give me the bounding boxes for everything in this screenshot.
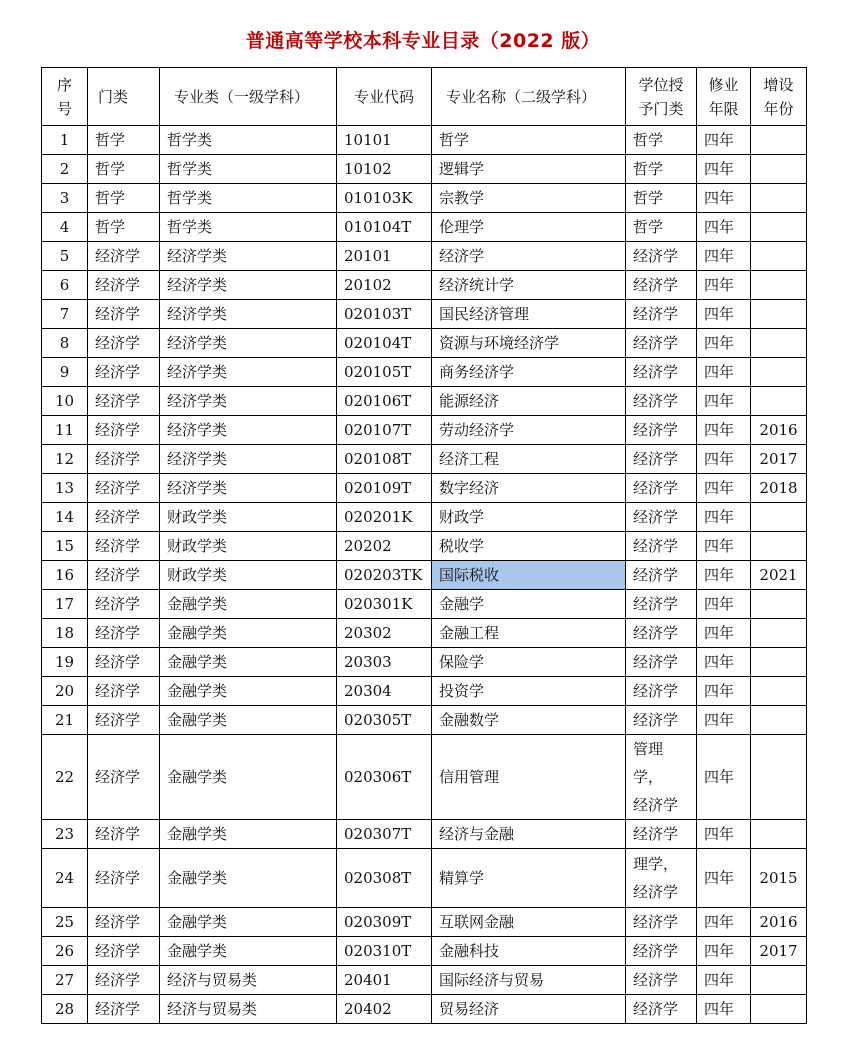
cell-seq: 25: [42, 908, 88, 937]
table-row: [42, 561, 807, 590]
cell-major-name: 资源与环境经济学: [432, 329, 626, 358]
cell-category: 经济学: [88, 416, 160, 445]
cell-added: 2015: [751, 849, 807, 908]
cell-years: 四年: [697, 503, 751, 532]
cell-category: 经济学: [88, 242, 160, 271]
cell-years: 四年: [697, 474, 751, 503]
cell-major-name: 经济统计学: [432, 271, 626, 300]
cell-major-name: 财政学: [432, 503, 626, 532]
cell-years: 四年: [697, 849, 751, 908]
cell-degree: 经济学: [626, 300, 697, 329]
cell-years: 四年: [697, 995, 751, 1024]
cell-seq: 2: [42, 155, 88, 184]
cell-major-name: 商务经济学: [432, 358, 626, 387]
cell-seq: 23: [42, 820, 88, 849]
cell-class: 哲学类: [160, 126, 337, 155]
cell-seq: 9: [42, 358, 88, 387]
cell-added: 2018: [751, 474, 807, 503]
cell-years: 四年: [697, 561, 751, 590]
cell-code: 020107T: [337, 416, 432, 445]
header-years: 修业 年限: [697, 68, 751, 126]
cell-degree: 经济学: [626, 416, 697, 445]
table-row: [42, 849, 807, 908]
cell-category: 经济学: [88, 619, 160, 648]
cell-code: 010103K: [337, 184, 432, 213]
cell-degree: 经济学: [626, 677, 697, 706]
cell-code: 020310T: [337, 937, 432, 966]
cell-seq: 16: [42, 561, 88, 590]
cell-code: 020103T: [337, 300, 432, 329]
cell-code: 020104T: [337, 329, 432, 358]
cell-degree: 经济学: [626, 474, 697, 503]
cell-degree: 经济学: [626, 445, 697, 474]
cell-major-name: 保险学: [432, 648, 626, 677]
cell-degree: 经济学: [626, 706, 697, 735]
cell-added: [751, 590, 807, 619]
cell-years: 四年: [697, 242, 751, 271]
cell-code: 010104T: [337, 213, 432, 242]
cell-code: 10102: [337, 155, 432, 184]
cell-class: 经济学类: [160, 445, 337, 474]
cell-seq: 6: [42, 271, 88, 300]
table-row: [42, 329, 807, 358]
header-code: 专业代码: [337, 68, 432, 126]
cell-class: 经济与贸易类: [160, 966, 337, 995]
cell-years: 四年: [697, 184, 751, 213]
cell-major-name: 伦理学: [432, 213, 626, 242]
cell-years: 四年: [697, 416, 751, 445]
cell-added: 2017: [751, 937, 807, 966]
cell-code: 020301K: [337, 590, 432, 619]
cell-seq: 11: [42, 416, 88, 445]
cell-seq: 18: [42, 619, 88, 648]
cell-seq: 26: [42, 937, 88, 966]
cell-code: 20304: [337, 677, 432, 706]
cell-seq: 28: [42, 995, 88, 1024]
cell-years: 四年: [697, 590, 751, 619]
cell-category: 经济学: [88, 908, 160, 937]
cell-category: 经济学: [88, 706, 160, 735]
cell-category: 经济学: [88, 503, 160, 532]
cell-seq: 1: [42, 126, 88, 155]
cell-class: 财政学类: [160, 561, 337, 590]
cell-code: 20102: [337, 271, 432, 300]
cell-degree: 经济学: [626, 242, 697, 271]
cell-seq: 12: [42, 445, 88, 474]
cell-degree: 经济学: [626, 358, 697, 387]
cell-added: 2021: [751, 561, 807, 590]
cell-category: 哲学: [88, 155, 160, 184]
cell-category: 哲学: [88, 184, 160, 213]
cell-category: 经济学: [88, 966, 160, 995]
cell-class: 金融学类: [160, 908, 337, 937]
table-row: [42, 706, 807, 735]
cell-class: 金融学类: [160, 590, 337, 619]
cell-seq: 5: [42, 242, 88, 271]
cell-seq: 14: [42, 503, 88, 532]
cell-major-name: 贸易经济: [432, 995, 626, 1024]
cell-code: 10101: [337, 126, 432, 155]
cell-class: 财政学类: [160, 503, 337, 532]
table-row: [42, 937, 807, 966]
cell-class: 经济学类: [160, 474, 337, 503]
table-row: [42, 184, 807, 213]
cell-added: [751, 677, 807, 706]
cell-major-name: 数字经济: [432, 474, 626, 503]
cell-years: 四年: [697, 387, 751, 416]
table-row: [42, 503, 807, 532]
cell-code: 20401: [337, 966, 432, 995]
cell-major-name: 金融学: [432, 590, 626, 619]
cell-added: [751, 387, 807, 416]
cell-class: 金融学类: [160, 677, 337, 706]
cell-class: 经济学类: [160, 300, 337, 329]
table-header-row: [42, 68, 807, 126]
cell-added: [751, 155, 807, 184]
cell-years: 四年: [697, 937, 751, 966]
cell-class: 哲学类: [160, 155, 337, 184]
cell-added: [751, 820, 807, 849]
cell-years: 四年: [697, 445, 751, 474]
table-row: [42, 820, 807, 849]
table-row: [42, 735, 807, 820]
cell-category: 经济学: [88, 648, 160, 677]
cell-major-name: 投资学: [432, 677, 626, 706]
cell-class: 哲学类: [160, 184, 337, 213]
cell-degree: 经济学: [626, 619, 697, 648]
cell-added: 2017: [751, 445, 807, 474]
cell-major-name: 经济与金融: [432, 820, 626, 849]
cell-seq: 13: [42, 474, 88, 503]
cell-years: 四年: [697, 358, 751, 387]
cell-code: 20101: [337, 242, 432, 271]
cell-major-name: 金融工程: [432, 619, 626, 648]
cell-class: 经济学类: [160, 271, 337, 300]
cell-years: 四年: [697, 329, 751, 358]
cell-category: 经济学: [88, 677, 160, 706]
cell-seq: 10: [42, 387, 88, 416]
cell-code: 020305T: [337, 706, 432, 735]
cell-category: 经济学: [88, 590, 160, 619]
cell-major-name: 国民经济管理: [432, 300, 626, 329]
table-row: [42, 908, 807, 937]
cell-major-name: 劳动经济学: [432, 416, 626, 445]
cell-code: 020203TK: [337, 561, 432, 590]
table-row: [42, 590, 807, 619]
cell-seq: 15: [42, 532, 88, 561]
cell-category: 经济学: [88, 474, 160, 503]
cell-added: [751, 184, 807, 213]
cell-added: [751, 648, 807, 677]
cell-category: 经济学: [88, 532, 160, 561]
cell-years: 四年: [697, 126, 751, 155]
cell-class: 经济学类: [160, 329, 337, 358]
table-row: [42, 474, 807, 503]
table-row: [42, 358, 807, 387]
header-class: 专业类（一级学科）: [160, 68, 337, 126]
header-added: 增设 年份: [751, 68, 807, 126]
cell-years: 四年: [697, 213, 751, 242]
cell-added: [751, 358, 807, 387]
cell-class: 哲学类: [160, 213, 337, 242]
cell-major-name: 经济工程: [432, 445, 626, 474]
cell-years: 四年: [697, 735, 751, 820]
table-row: [42, 648, 807, 677]
cell-added: [751, 619, 807, 648]
cell-category: 经济学: [88, 995, 160, 1024]
cell-category: 经济学: [88, 849, 160, 908]
table-row: [42, 416, 807, 445]
cell-seq: 4: [42, 213, 88, 242]
cell-added: [751, 503, 807, 532]
cell-added: [751, 213, 807, 242]
cell-major-name: 逻辑学: [432, 155, 626, 184]
cell-class: 金融学类: [160, 735, 337, 820]
cell-class: 金融学类: [160, 706, 337, 735]
cell-added: [751, 995, 807, 1024]
cell-class: 金融学类: [160, 849, 337, 908]
cell-years: 四年: [697, 820, 751, 849]
cell-added: [751, 329, 807, 358]
header-degree: 学位授 予门类: [626, 68, 697, 126]
cell-seq: 21: [42, 706, 88, 735]
cell-class: 金融学类: [160, 820, 337, 849]
cell-degree: 经济学: [626, 908, 697, 937]
cell-code: 020105T: [337, 358, 432, 387]
cell-category: 经济学: [88, 271, 160, 300]
major-catalog-table: [41, 67, 807, 1024]
cell-years: 四年: [697, 532, 751, 561]
table-row: [42, 126, 807, 155]
cell-code: 020307T: [337, 820, 432, 849]
cell-class: 经济与贸易类: [160, 995, 337, 1024]
cell-degree: 经济学: [626, 387, 697, 416]
cell-major-name: 宗教学: [432, 184, 626, 213]
cell-degree: 经济学: [626, 590, 697, 619]
cell-code: 020106T: [337, 387, 432, 416]
cell-degree: 经济学: [626, 648, 697, 677]
cell-degree: 哲学: [626, 126, 697, 155]
cell-code: 20402: [337, 995, 432, 1024]
cell-category: 哲学: [88, 126, 160, 155]
cell-added: [751, 966, 807, 995]
cell-added: 2016: [751, 908, 807, 937]
cell-seq: 8: [42, 329, 88, 358]
cell-major-name: 精算学: [432, 849, 626, 908]
cell-years: 四年: [697, 648, 751, 677]
cell-seq: 24: [42, 849, 88, 908]
cell-seq: 17: [42, 590, 88, 619]
cell-code: 020108T: [337, 445, 432, 474]
cell-code: 020308T: [337, 849, 432, 908]
table-row: [42, 995, 807, 1024]
cell-years: 四年: [697, 155, 751, 184]
cell-years: 四年: [697, 619, 751, 648]
cell-category: 哲学: [88, 213, 160, 242]
cell-seq: 19: [42, 648, 88, 677]
cell-added: [751, 300, 807, 329]
cell-major-name: 国际经济与贸易: [432, 966, 626, 995]
table-row: [42, 445, 807, 474]
cell-years: 四年: [697, 271, 751, 300]
cell-major-name: 能源经济: [432, 387, 626, 416]
table-row: [42, 271, 807, 300]
cell-category: 经济学: [88, 561, 160, 590]
cell-degree: 经济学: [626, 532, 697, 561]
cell-degree: 经济学: [626, 561, 697, 590]
cell-code: 020201K: [337, 503, 432, 532]
cell-years: 四年: [697, 966, 751, 995]
cell-code: 20202: [337, 532, 432, 561]
cell-seq: 3: [42, 184, 88, 213]
table-row: [42, 300, 807, 329]
cell-category: 经济学: [88, 300, 160, 329]
cell-seq: 7: [42, 300, 88, 329]
cell-major-name: 金融科技: [432, 937, 626, 966]
cell-category: 经济学: [88, 445, 160, 474]
cell-class: 经济学类: [160, 387, 337, 416]
cell-category: 经济学: [88, 358, 160, 387]
cell-seq: 22: [42, 735, 88, 820]
cell-degree: 经济学: [626, 503, 697, 532]
cell-category: 经济学: [88, 329, 160, 358]
cell-category: 经济学: [88, 820, 160, 849]
cell-code: 020309T: [337, 908, 432, 937]
cell-added: [751, 735, 807, 820]
cell-degree: 管理学， 经济学: [626, 735, 697, 820]
cell-category: 经济学: [88, 387, 160, 416]
cell-years: 四年: [697, 706, 751, 735]
cell-degree: 哲学: [626, 184, 697, 213]
cell-added: [751, 126, 807, 155]
cell-major-name: 互联网金融: [432, 908, 626, 937]
cell-degree: 经济学: [626, 937, 697, 966]
header-name: 专业名称（二级学科）: [432, 68, 626, 126]
table-row: [42, 155, 807, 184]
cell-category: 经济学: [88, 937, 160, 966]
cell-class: 金融学类: [160, 648, 337, 677]
cell-class: 金融学类: [160, 937, 337, 966]
cell-added: 2016: [751, 416, 807, 445]
table-row: [42, 387, 807, 416]
cell-added: [751, 532, 807, 561]
cell-code: 20303: [337, 648, 432, 677]
cell-code: 20302: [337, 619, 432, 648]
cell-major-name: 国际税收: [432, 561, 626, 590]
table-row: [42, 532, 807, 561]
cell-major-name: 金融数学: [432, 706, 626, 735]
cell-major-name: 经济学: [432, 242, 626, 271]
cell-major-name: 税收学: [432, 532, 626, 561]
page-title: 普通高等学校本科专业目录（2022 版）: [245, 30, 601, 52]
cell-degree: 经济学: [626, 995, 697, 1024]
cell-class: 经济学类: [160, 242, 337, 271]
cell-degree: 经济学: [626, 966, 697, 995]
cell-degree: 经济学: [626, 329, 697, 358]
cell-degree: 哲学: [626, 213, 697, 242]
cell-major-name: 哲学: [432, 126, 626, 155]
header-seq: 序 号: [42, 68, 88, 126]
cell-code: 020109T: [337, 474, 432, 503]
cell-major-name: 信用管理: [432, 735, 626, 820]
table-body: [42, 126, 807, 1024]
cell-degree: 理学， 经济学: [626, 849, 697, 908]
cell-degree: 哲学: [626, 155, 697, 184]
cell-added: [751, 706, 807, 735]
cell-class: 财政学类: [160, 532, 337, 561]
cell-added: [751, 271, 807, 300]
cell-years: 四年: [697, 908, 751, 937]
cell-class: 金融学类: [160, 619, 337, 648]
table-row: [42, 677, 807, 706]
cell-code: 020306T: [337, 735, 432, 820]
table-row: [42, 242, 807, 271]
header-category: 门类: [88, 68, 160, 126]
cell-years: 四年: [697, 677, 751, 706]
table-row: [42, 966, 807, 995]
cell-seq: 20: [42, 677, 88, 706]
cell-added: [751, 242, 807, 271]
cell-seq: 27: [42, 966, 88, 995]
cell-degree: 经济学: [626, 271, 697, 300]
cell-years: 四年: [697, 300, 751, 329]
cell-degree: 经济学: [626, 820, 697, 849]
cell-category: 经济学: [88, 735, 160, 820]
cell-class: 经济学类: [160, 416, 337, 445]
cell-class: 经济学类: [160, 358, 337, 387]
table-row: [42, 213, 807, 242]
table-row: [42, 619, 807, 648]
